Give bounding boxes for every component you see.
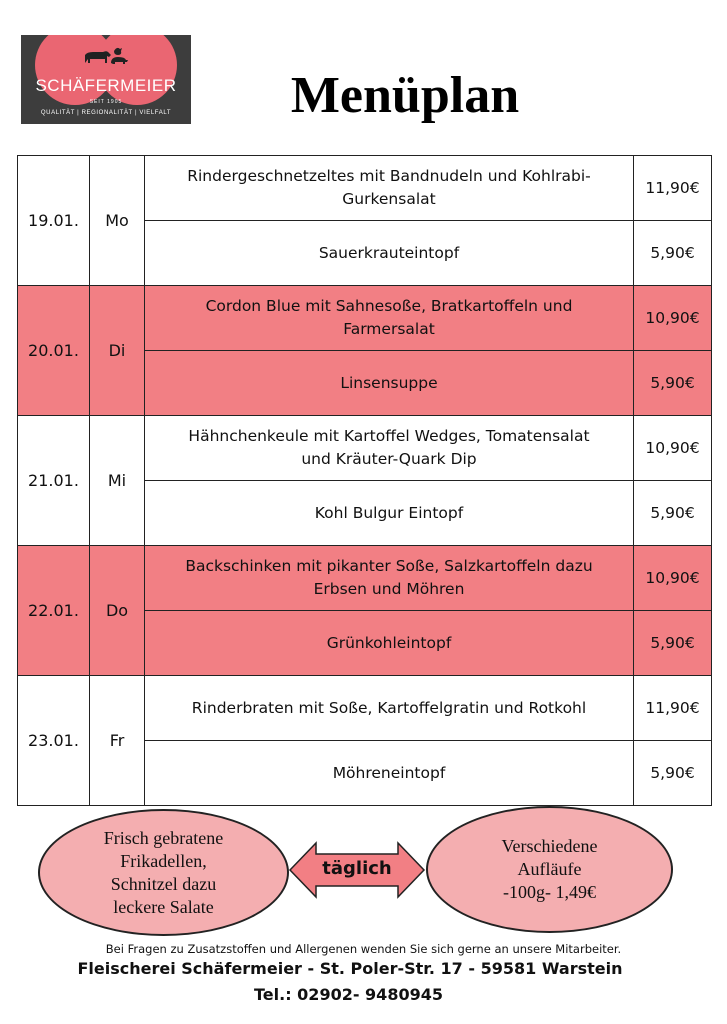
daily-label: täglich xyxy=(322,858,392,879)
menu-dish: Hähnchenkeule mit Kartoffel Wedges, Tomatensalat und Kräuter-Quark Dip xyxy=(145,416,634,481)
daily-right-line: -100g- 1,49€ xyxy=(502,882,596,902)
menu-dish: Sauerkrauteintopf xyxy=(145,221,634,286)
menu-date: 23.01. xyxy=(18,676,90,806)
menu-dish: Kohl Bulgur Eintopf xyxy=(145,481,634,546)
logo-brand-name: SCHÄFERMEIER xyxy=(35,76,177,95)
menu-price: 5,90€ xyxy=(634,351,712,416)
menu-price: 5,90€ xyxy=(634,221,712,286)
menu-row xyxy=(18,156,712,221)
menu-price: 11,90€ xyxy=(634,676,712,741)
menu-dish: Cordon Blue mit Sahnesoße, Bratkartoffeln und Farmersalat xyxy=(145,286,634,351)
daily-special-left xyxy=(38,809,289,936)
shop-address: Fleischerei Schäfermeier - St. Poler-Str. 17 - 59581 Warstein xyxy=(77,959,623,978)
menu-date: 20.01. xyxy=(18,286,90,416)
menu-dish: Backschinken mit pikanter Soße, Salzkartoffeln dazu Erbsen und Möhren xyxy=(145,546,634,611)
menu-date: 22.01. xyxy=(18,546,90,676)
menu-dish: Linsensuppe xyxy=(145,351,634,416)
daily-left-line: Frikadellen, xyxy=(120,850,207,871)
menu-weekday: Mi xyxy=(90,416,145,546)
farm-animals-icon xyxy=(21,43,191,73)
menu-price: 5,90€ xyxy=(634,741,712,806)
menu-weekday: Do xyxy=(90,546,145,676)
menu-weekday: Di xyxy=(90,286,145,416)
menu-dish: Grünkohleintopf xyxy=(145,611,634,676)
logo-since: SEIT 1905 xyxy=(89,99,123,105)
menu-row xyxy=(18,546,712,611)
menu-price: 5,90€ xyxy=(634,481,712,546)
menu-price: 5,90€ xyxy=(634,611,712,676)
menu-price: 10,90€ xyxy=(634,286,712,351)
menu-dish: Rindergeschnetzeltes mit Bandnudeln und Kohlrabi-Gurkensalat xyxy=(145,156,634,221)
daily-right-line: Verschiedene xyxy=(501,836,598,856)
daily-left-line: Frisch gebratene xyxy=(103,827,224,848)
menu-date: 21.01. xyxy=(18,416,90,546)
menu-dish: Rinderbraten mit Soße, Kartoffelgratin und Rotkohl xyxy=(145,676,634,741)
company-logo xyxy=(21,35,191,124)
menu-weekday: Mo xyxy=(90,156,145,286)
menu-row xyxy=(18,286,712,351)
daily-left-line: leckere Salate xyxy=(113,896,214,917)
daily-right-line: Aufläufe xyxy=(517,859,582,879)
logo-tagline: QUALITÄT | REGIONALITÄT | VIELFALT xyxy=(40,110,172,116)
menu-weekday: Fr xyxy=(90,676,145,806)
menu-table xyxy=(17,155,712,806)
daily-special-right xyxy=(426,806,673,933)
allergen-note: Bei Fragen zu Zusatzstoffen und Allergenen wenden Sie sich gerne an unsere Mitarbeiter. xyxy=(105,942,622,956)
menu-price: 11,90€ xyxy=(634,156,712,221)
menu-dish: Möhreneintopf xyxy=(145,741,634,806)
menu-date: 19.01. xyxy=(18,156,90,286)
menu-price: 10,90€ xyxy=(634,416,712,481)
page-title: Menüplan xyxy=(290,67,520,124)
shop-phone: Tel.: 02902- 9480945 xyxy=(254,985,443,1004)
menu-row xyxy=(18,416,712,481)
daily-left-line: Schnitzel dazu xyxy=(110,873,217,894)
menu-row xyxy=(18,676,712,741)
menu-price: 10,90€ xyxy=(634,546,712,611)
